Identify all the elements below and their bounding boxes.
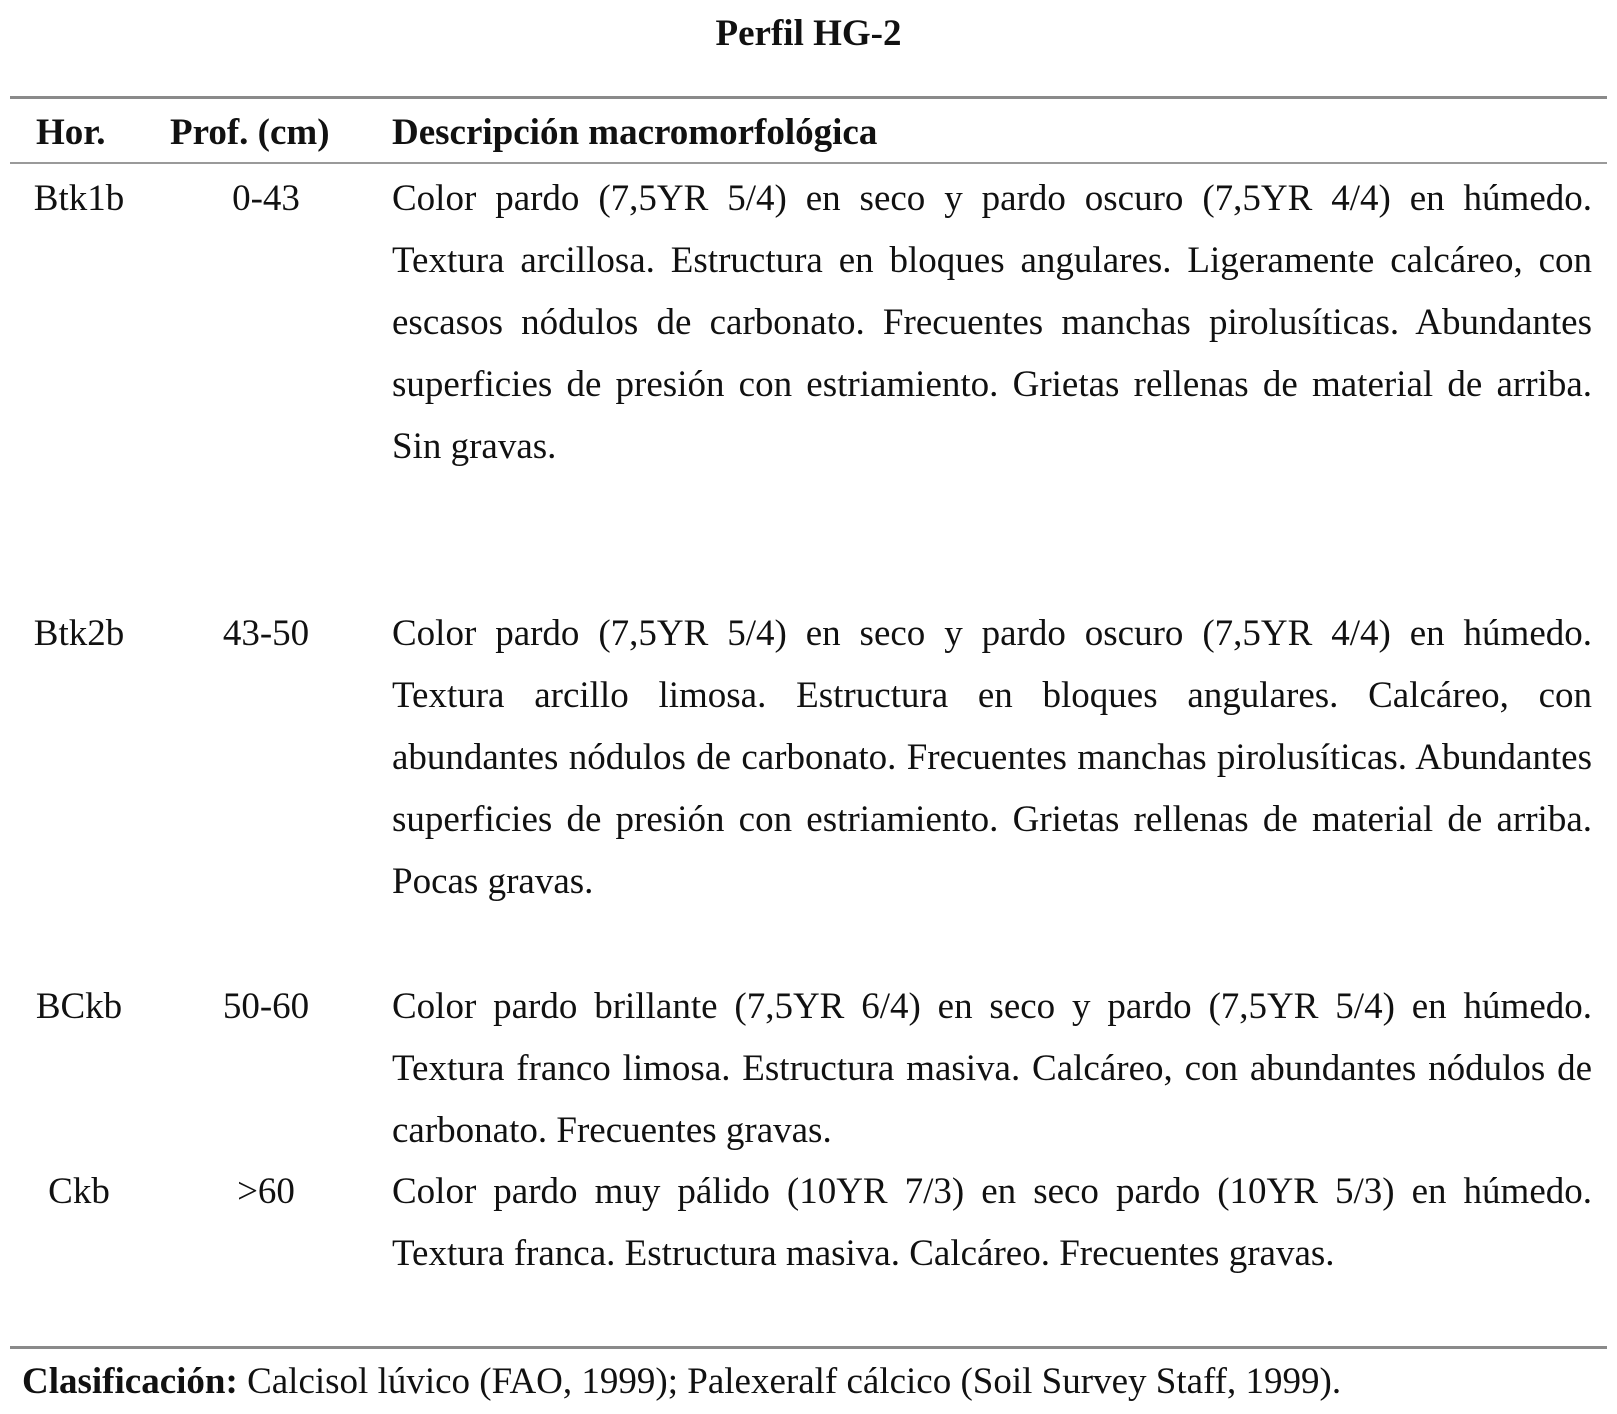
depth-cell: 50-60 [222, 986, 310, 1027]
table-bottom-rule [10, 1346, 1607, 1349]
classification-text: Calcisol lúvico (FAO, 1999); Palexeralf cálcico (Soil Survey Staff, 1999). [237, 1361, 1342, 1402]
horizon-cell: Btk1b [33, 178, 125, 219]
depth-cell: 43-50 [222, 613, 310, 654]
description-cell: Color pardo muy pálido (10YR 7/3) en seco pardo (10YR 5/3) en húmedo. Textura franca. Estructura masiva. Calcáreo. Frecuentes gravas. [392, 1171, 1592, 1274]
description-cell: Color pardo (7,5YR 5/4) en seco y pardo oscuro (7,5YR 4/4) en húmedo. Textura arcillosa. Estructura en bloques angulares. Ligeramente calcáreo, con escasos nódulos de carbonato. Frecuentes manchas pirolusíticas. Abundantes superficies de presión con estriamiento. Grietas rellenas de material de arriba. Sin gravas. [392, 178, 1592, 467]
header-horizon: Hor. [36, 112, 106, 153]
classification-label: Clasificación: [22, 1361, 238, 1402]
header-description: Descripción macromorfológica [392, 112, 878, 153]
page-title: Perfil HG-2 [715, 13, 902, 54]
depth-cell: 0-43 [232, 178, 300, 219]
depth-cell: >60 [237, 1171, 295, 1212]
horizon-cell: Btk2b [33, 613, 125, 654]
classification-note [22, 1356, 1602, 1408]
header-rule [10, 162, 1607, 164]
table-top-rule [10, 96, 1607, 99]
header-depth: Prof. (cm) [170, 112, 330, 153]
horizon-cell: BCkb [35, 986, 123, 1027]
description-cell: Color pardo brillante (7,5YR 6/4) en seco y pardo (7,5YR 5/4) en húmedo. Textura franco limosa. Estructura masiva. Calcáreo, con abundantes nódulos de carbonato. Frecuentes gravas. [392, 986, 1592, 1151]
horizon-cell: Ckb [48, 1171, 110, 1212]
description-cell: Color pardo (7,5YR 5/4) en seco y pardo oscuro (7,5YR 4/4) en húmedo. Textura arcillo limosa. Estructura en bloques angulares. Calcáreo, con abundantes nódulos de carbonato. Frecuentes manchas pirolusíticas. Abundantes superficies de presión con estriamiento. Grietas rellenas de material de arriba. Pocas gravas. [392, 613, 1592, 902]
